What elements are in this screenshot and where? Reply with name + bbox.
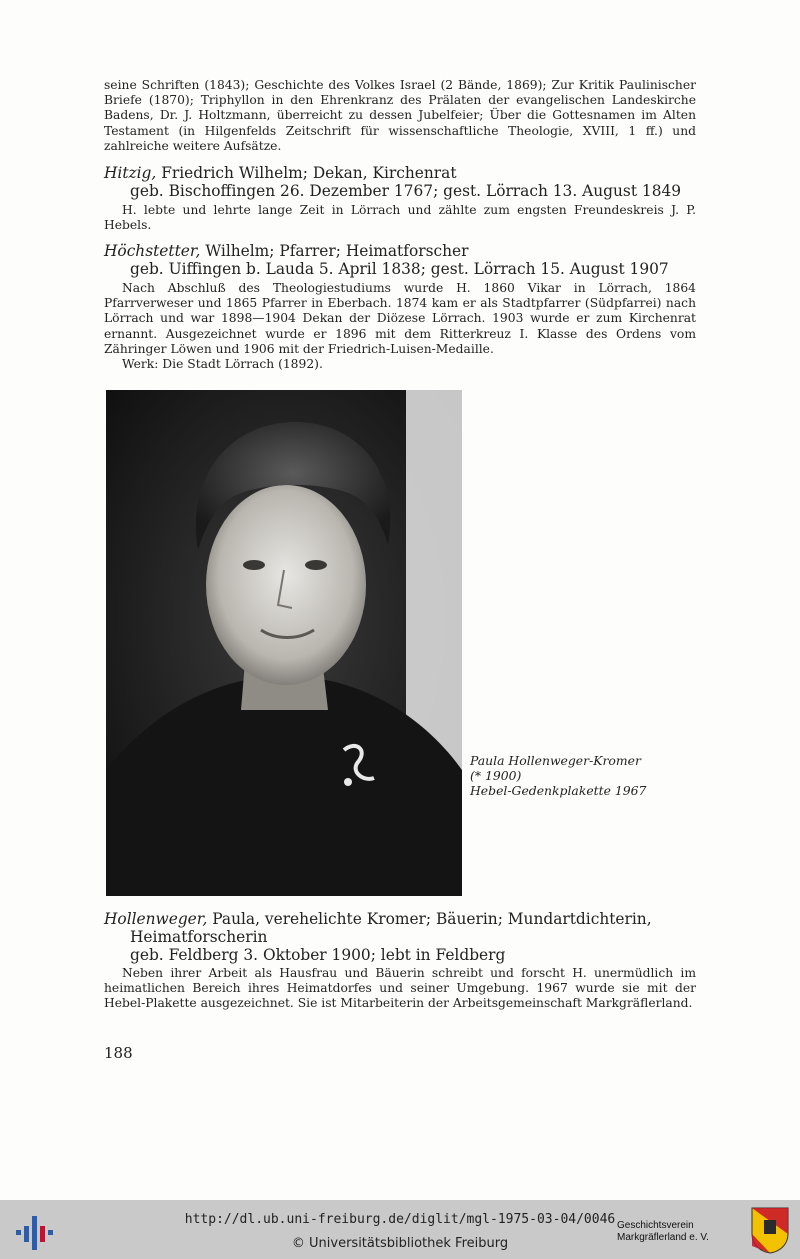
entry-title-continued: Heimatforscherin [130, 928, 268, 946]
entry-title: Paula, verehelichte Kromer; Bäuerin; Mundartdichterin, [207, 910, 652, 928]
markgraeflerland-crest-icon [750, 1206, 790, 1254]
entry-title: Wilhelm; Pfarrer; Heimatforscher [200, 242, 469, 260]
entry-hollenweger [104, 910, 696, 1012]
footer-bar [0, 1200, 800, 1259]
entry-body: Nach Abschluß des Theologiestudiums wurde H. 1860 Vikar in Lörrach, 1864 Pfarrverweser und 1865 Pfarrer in Eberbach. 1874 kam er als Stadtpfarrer (Südpfarrei) nach Lörrach und war 1898—1904 Dekan der Diözese Lörrach. 1903 wurde er zum Kirchenrat ernannt. Ausgezeichnet wurde er 1896 mit dem Ritterkreuz I. Klasse des Ordens vom Zähringer Löwen und 1906 mit der Friedrich-Luisen-Medaille. [104, 281, 696, 356]
page-number: 188 [104, 1044, 133, 1062]
intro-paragraph [104, 78, 696, 154]
entry-name: Hollenweger, [104, 910, 208, 928]
intro-text: seine Schriften (1843); Geschichte des Volkes Israel (2 Bände, 1869); Zur Kritik Paulinischer Briefe (1870); Triphyllon in den Ehrenkranz des Prälaten der evangelischen Landeskirche Badens, Dr. J. Holtzmann, überreicht zu dessen Jubelfeier; Über die Gottesnamen im Alten Testament (in Hilgenfelds Zeitschrift für wissenschaftliche Theologie, XVIII, 1 ff.) und zahlreiche weitere Aufsätze. [104, 78, 696, 153]
caption-award: Hebel-Gedenkplakette 1967 [470, 783, 647, 798]
entry-work: Werk: Die Stadt Lörrach (1892). [122, 357, 323, 372]
entry-name: Hitzig, [104, 164, 157, 182]
entry-dates: geb. Bischoffingen 26. Dezember 1767; gest. Lörrach 13. August 1849 [130, 182, 682, 200]
entry-heading [104, 164, 696, 182]
entry-name: Höchstetter, [104, 242, 201, 260]
caption-name: Paula Hollenweger-Kromer [470, 753, 641, 768]
entry-dates: geb. Feldberg 3. Oktober 1900; lebt in Feldberg [130, 946, 506, 964]
entry-dates: geb. Uiffingen b. Lauda 5. April 1838; gest. Lörrach 15. August 1907 [130, 260, 669, 278]
entry-heading [104, 242, 696, 260]
org-name-line2: Markgräflerland e. V. [617, 1232, 709, 1243]
footer-org [617, 1220, 747, 1244]
footer-url-link[interactable]: http://dl.ub.uni-freiburg.de/diglit/mgl-1975-03-04/0046 [184, 1212, 616, 1227]
entry-heading [104, 910, 696, 928]
entry-body: H. lebte und lehrte lange Zeit in Lörrach und zählte zum engsten Freundeskreis J. P. Hebels. [104, 203, 696, 233]
entry-body: Neben ihrer Arbeit als Hausfrau und Bäuerin schreibt und forscht H. unermüdlich im heimatlichen Bereich ihres Heimatdorfes und seiner Umgebung. 1967 wurde sie mit der Hebel-Plakette ausgezeichnet. Sie ist Mitarbeiterin der Arbeitsgemeinschaft Markgräflerland. [104, 966, 696, 1011]
portrait-photo [106, 390, 462, 896]
org-name-line1: Geschichtsverein [617, 1220, 694, 1231]
portrait-illustration [106, 390, 462, 896]
entry-hoechstetter [104, 242, 696, 372]
caption-birth: (* 1900) [470, 768, 522, 783]
entry-title: Friedrich Wilhelm; Dekan, Kirchenrat [156, 164, 457, 182]
photo-caption [470, 753, 690, 798]
footer-copyright: © Universitätsbibliothek Freiburg [291, 1236, 509, 1251]
entry-hitzig [104, 164, 696, 233]
